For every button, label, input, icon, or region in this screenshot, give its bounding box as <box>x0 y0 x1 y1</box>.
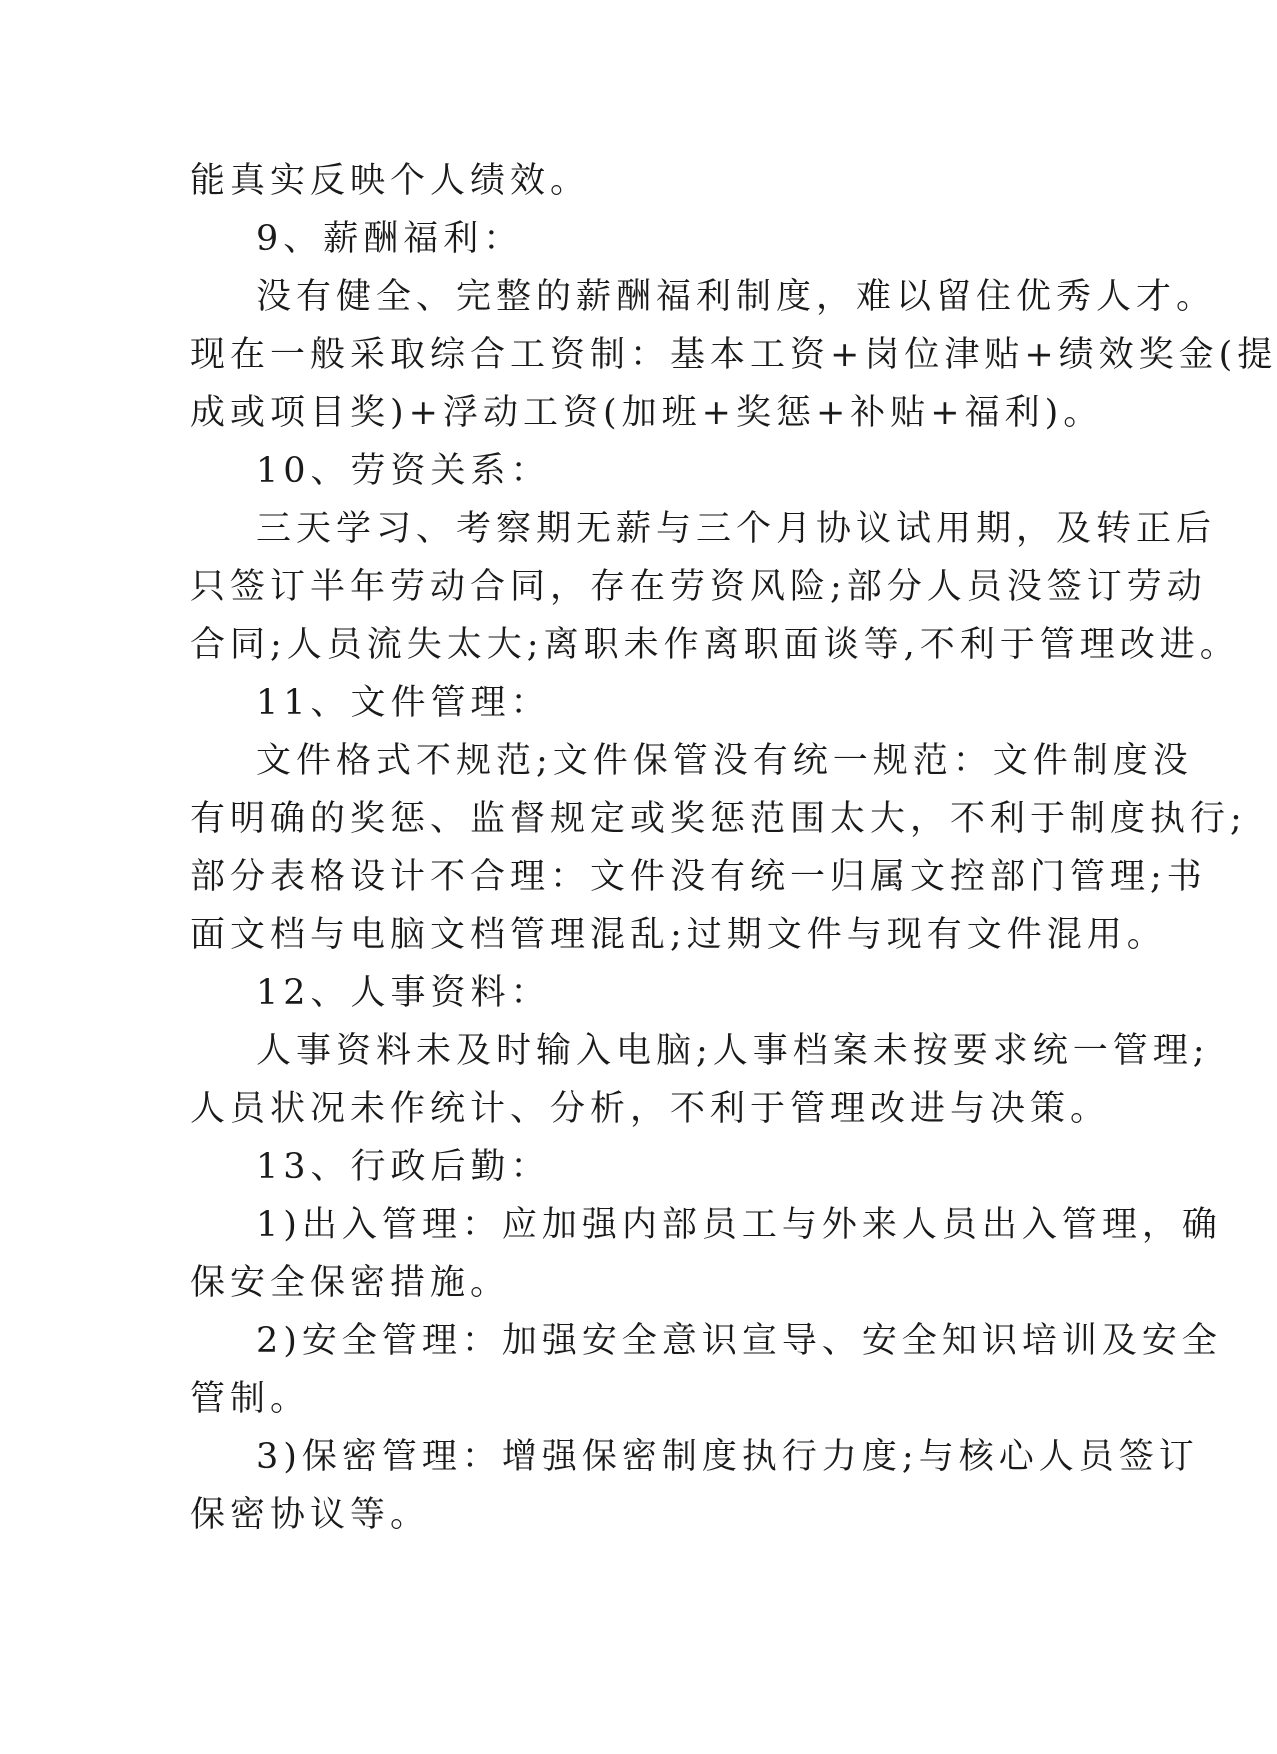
text-line: 成或项目奖)+浮动工资(加班+奖惩+补贴+福利)。 <box>190 393 1104 433</box>
section-heading-13: 13、行政后勤： <box>256 1147 551 1187</box>
section-heading-9: 9、薪酬福利： <box>256 219 524 259</box>
text-line: 管制。 <box>190 1379 311 1419</box>
text-line: 能真实反映个人绩效。 <box>190 161 591 201</box>
section-heading-11: 11、文件管理： <box>256 683 551 723</box>
text-line: 合同;人员流失太大;离职未作离职面谈等,不利于管理改进。 <box>190 625 1240 665</box>
text-line: 文件格式不规范;文件保管没有统一规范：文件制度没 <box>256 741 1193 781</box>
text-line: 面文档与电脑文档管理混乱;过期文件与现有文件混用。 <box>190 915 1167 955</box>
text-line: 部分表格设计不合理：文件没有统一归属文控部门管理;书 <box>190 857 1207 897</box>
text-line: 没有健全、完整的薪酬福利制度，难以留住优秀人才。 <box>256 277 1217 317</box>
text-line: 现在一般采取综合工资制：基本工资+岗位津贴+绩效奖金(提 <box>190 335 1277 375</box>
text-line: 只签订半年劳动合同，存在劳资风险;部分人员没签订劳动 <box>190 567 1207 607</box>
text-line: 保密协议等。 <box>190 1495 431 1535</box>
text-line: 保安全保密措施。 <box>190 1263 511 1303</box>
section-heading-12: 12、人事资料： <box>256 973 551 1013</box>
text-line: 有明确的奖惩、监督规定或奖惩范围太大，不利于制度执行; <box>190 799 1247 839</box>
list-item: 1)出入管理：应加强内部员工与外来人员出入管理，确 <box>256 1205 1222 1245</box>
text-line: 人员状况未作统计、分析，不利于管理改进与决策。 <box>190 1089 1111 1129</box>
text-line: 人事资料未及时输入电脑;人事档案未按要求统一管理; <box>256 1031 1210 1071</box>
text-line: 三天学习、考察期无薪与三个月协议试用期，及转正后 <box>256 509 1217 549</box>
document-body <box>190 152 1277 1544</box>
list-item: 3)保密管理：增强保密制度执行力度;与核心人员签订 <box>256 1437 1199 1477</box>
list-item: 2)安全管理：加强安全意识宣导、安全知识培训及安全 <box>256 1321 1222 1361</box>
section-heading-10: 10、劳资关系： <box>256 451 551 491</box>
